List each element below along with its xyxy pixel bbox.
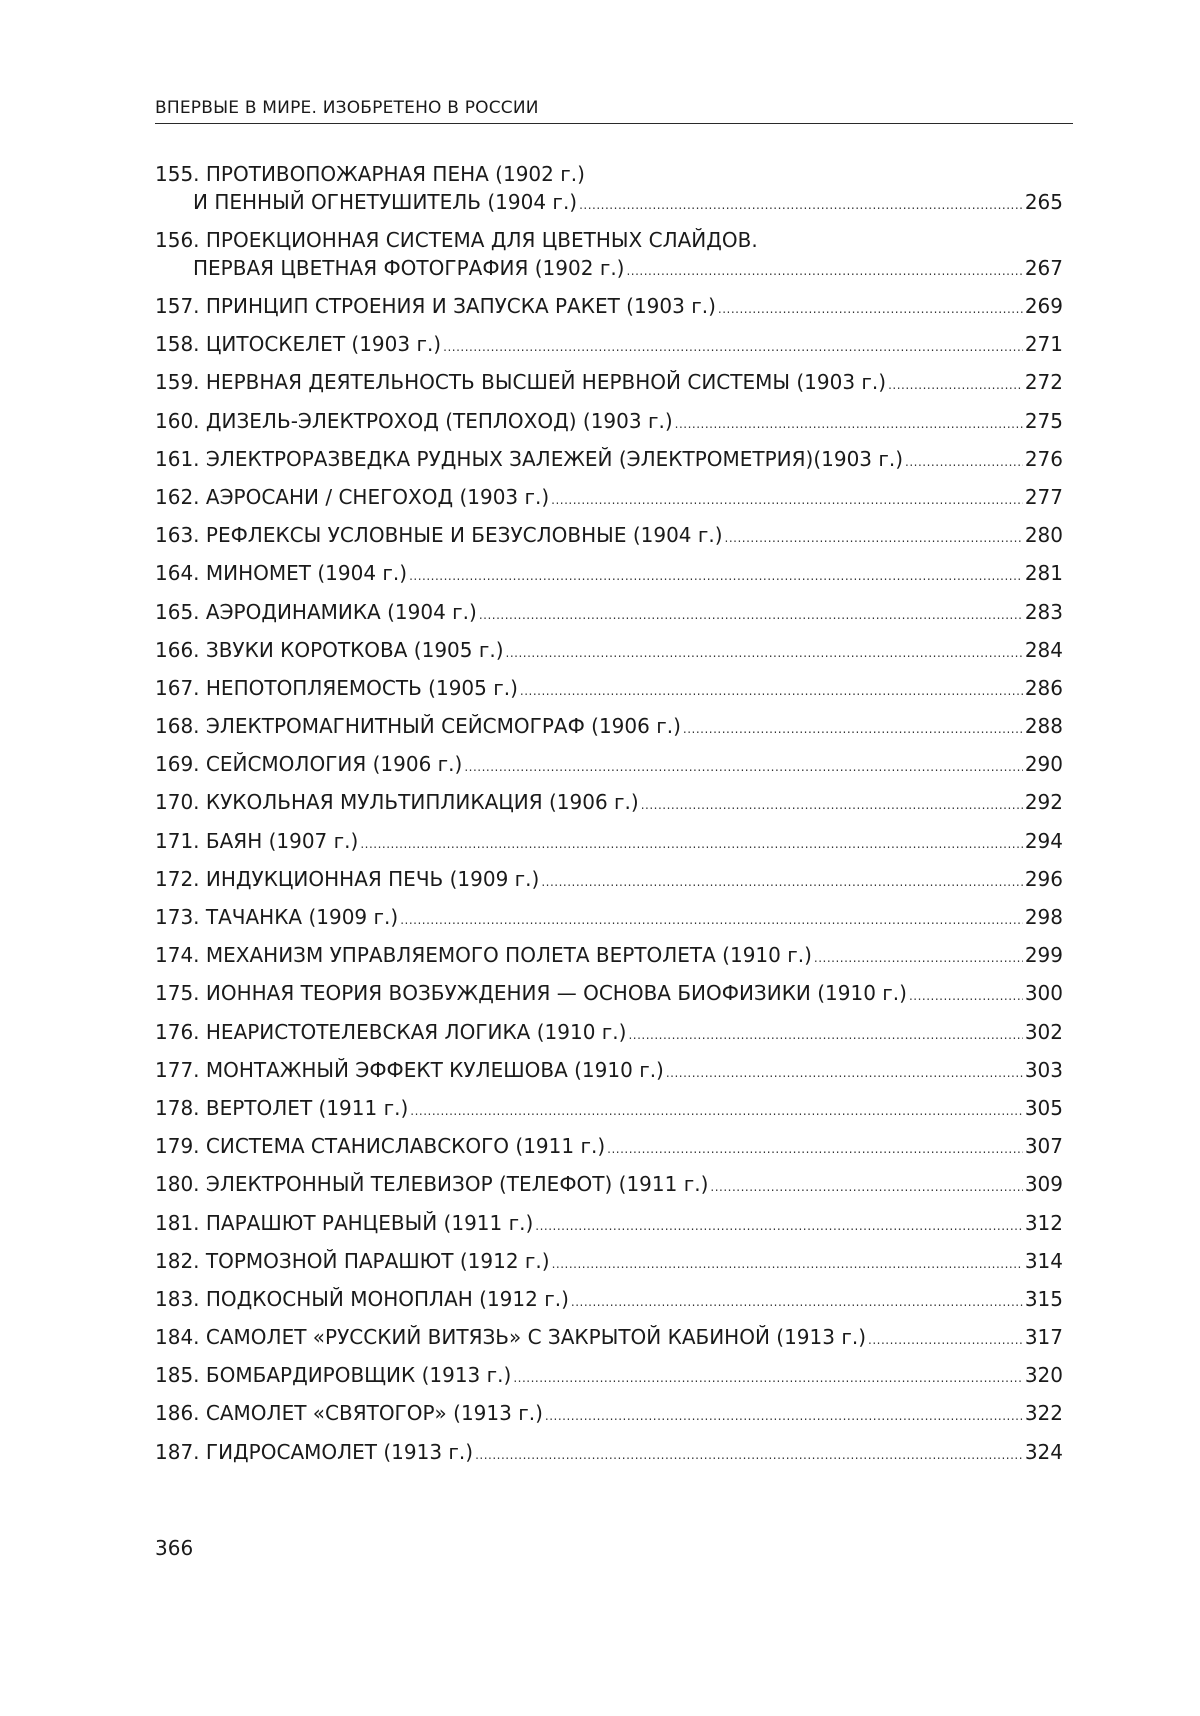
toc-entry-line (155, 598, 1063, 629)
toc-entry-title: 179. СИСТЕМА СТАНИСЛАВСКОГО (1911 г.) (155, 1134, 606, 1159)
toc-entry-title: 168. ЭЛЕКТРОМАГНИТНЫЙ СЕЙСМОГРАФ (1906 г.) (155, 714, 681, 739)
toc-entry-line (155, 330, 1063, 361)
dot-leader (628, 1021, 1022, 1049)
toc-entry-line (155, 1438, 1063, 1469)
dot-leader (520, 677, 1023, 705)
toc-entry-title: 187. ГИДРОСАМОЛЕТ (1913 г.) (155, 1439, 474, 1464)
toc-entry-line (155, 941, 1063, 972)
toc-entry-line (155, 292, 1063, 323)
toc-entry-title: 164. МИНОМЕТ (1904 г.) (155, 561, 408, 586)
toc-entry-page: 299 (1024, 943, 1063, 968)
toc-entry (155, 1094, 1063, 1132)
toc-entry-title-line: 156. ПРОЕКЦИОННАЯ СИСТЕМА ДЛЯ ЦВЕТНЫХ СЛАЙДОВ. (155, 228, 758, 252)
toc-entry-title: 177. МОНТАЖНЫЙ ЭФФЕКТ КУЛЕШОВА (1910 г.) (155, 1057, 664, 1082)
toc-entry (155, 1018, 1063, 1056)
toc-entry (155, 368, 1063, 406)
dot-leader (409, 562, 1023, 590)
toc-entry (155, 521, 1063, 559)
toc-entry-line (155, 1361, 1063, 1392)
toc-entry-title: 173. ТАЧАНКА (1909 г.) (155, 905, 399, 929)
toc-entry-line (155, 1209, 1063, 1240)
toc-entry-line (155, 407, 1063, 438)
toc-entry-title: ПЕРВАЯ ЦВЕТНАЯ ФОТОГРАФИЯ (1902 г.) (193, 256, 625, 280)
toc-entry (155, 1399, 1063, 1437)
dot-leader (626, 257, 1022, 285)
toc-entry-title-line: 155. ПРОТИВОПОЖАРНАЯ ПЕНА (1902 г.) (155, 162, 585, 186)
toc-entry (155, 1209, 1063, 1247)
dot-leader (571, 1288, 1023, 1316)
toc-entry-line (155, 903, 1063, 934)
toc-entry-line (155, 788, 1063, 819)
toc-entry-title: 160. ДИЗЕЛЬ-ЭЛЕКТРОХОД (ТЕПЛОХОД) (1903 г.) (155, 408, 673, 433)
toc-entry-title: 166. ЗВУКИ КОРОТКОВА (1905 г.) (155, 637, 504, 662)
dot-leader (535, 1212, 1023, 1240)
toc-entry (155, 636, 1063, 674)
dot-leader (718, 295, 1023, 323)
dot-leader (513, 1364, 1023, 1392)
toc-entry-line (155, 559, 1063, 590)
running-header: ВПЕРВЫЕ В МИРЕ. ИЗОБРЕТЕНО В РОССИИ (155, 98, 1073, 124)
toc-entry (155, 226, 1063, 292)
toc-entry-page: 288 (1024, 714, 1063, 739)
table-of-contents (155, 160, 1063, 1476)
toc-entry-title: 171. БАЯН (1907 г.) (155, 828, 359, 853)
toc-entry-page: 283 (1024, 599, 1063, 624)
dot-leader (666, 1059, 1023, 1087)
toc-entry-line (155, 1132, 1063, 1163)
toc-entry-title: 182. ТОРМОЗНОЙ ПАРАШЮТ (1912 г.) (155, 1248, 550, 1273)
dot-leader (888, 371, 1023, 399)
toc-entry-title: 176. НЕАРИСТОТЕЛЕВСКАЯ ЛОГИКА (1910 г.) (155, 1019, 627, 1044)
toc-entry-title: 175. ИОННАЯ ТЕОРИЯ ВОЗБУЖДЕНИЯ — ОСНОВА БИОФИЗИКИ (1910 г.) (155, 981, 907, 1006)
toc-entry-line (155, 483, 1063, 514)
toc-entry-page: 303 (1024, 1057, 1063, 1082)
toc-entry-title: 169. СЕЙСМОЛОГИЯ (1906 г.) (155, 752, 463, 777)
toc-entry-title: 158. ЦИТОСКЕЛЕТ (1903 г.) (155, 332, 442, 357)
dot-leader (868, 1326, 1023, 1354)
toc-entry (155, 865, 1063, 903)
toc-entry (155, 941, 1063, 979)
toc-entry-page: 271 (1024, 332, 1063, 357)
toc-entry (155, 407, 1063, 445)
toc-entry (155, 1323, 1063, 1361)
dot-leader (579, 191, 1023, 219)
dot-leader (475, 1441, 1023, 1469)
toc-entry-line (155, 712, 1063, 743)
page-number: 366 (155, 1536, 194, 1560)
toc-entry-line (155, 188, 1063, 219)
toc-entry (155, 559, 1063, 597)
toc-entry-page: 281 (1024, 561, 1063, 586)
toc-entry (155, 160, 1063, 226)
toc-entry-page: 315 (1024, 1286, 1063, 1311)
toc-entry-page: 322 (1024, 1401, 1063, 1426)
dot-leader (400, 906, 1023, 934)
toc-entry (155, 292, 1063, 330)
toc-entry-title: 167. НЕПОТОПЛЯЕМОСТЬ (1905 г.) (155, 675, 518, 700)
toc-entry-line (155, 521, 1063, 552)
dot-leader (479, 601, 1023, 629)
dot-leader (545, 1402, 1023, 1430)
toc-entry-title: 159. НЕРВНАЯ ДЕЯТЕЛЬНОСТЬ ВЫСШЕЙ НЕРВНОЙ СИСТЕМЫ (1903 г.) (155, 370, 887, 395)
dot-leader (710, 1173, 1022, 1201)
toc-entry-title: 180. ЭЛЕКТРОННЫЙ ТЕЛЕВИЗОР (ТЕЛЕФОТ) (1911 г.) (155, 1172, 709, 1197)
toc-entry (155, 483, 1063, 521)
dot-leader (410, 1097, 1023, 1125)
dot-leader (360, 830, 1023, 858)
toc-entry-page: 305 (1024, 1095, 1063, 1120)
toc-entry-title: 161. ЭЛЕКТРОРАЗВЕДКА РУДНЫХ ЗАЛЕЖЕЙ (ЭЛЕКТРОМЕТРИЯ)(1903 г.) (155, 446, 904, 471)
toc-entry-page: 324 (1024, 1439, 1063, 1464)
dot-leader (725, 524, 1023, 552)
toc-entry-line (155, 1056, 1063, 1087)
toc-entry-page: 298 (1024, 905, 1063, 929)
dot-leader (905, 448, 1023, 476)
toc-entry-line (155, 1170, 1063, 1201)
toc-entry-title: 172. ИНДУКЦИОННАЯ ПЕЧЬ (1909 г.) (155, 866, 540, 891)
dot-leader (551, 486, 1023, 514)
toc-entry-title: 183. ПОДКОСНЫЙ МОНОПЛАН (1912 г.) (155, 1286, 569, 1311)
toc-entry-title: 184. САМОЛЕТ «РУССКИЙ ВИТЯЗЬ» С ЗАКРЫТОЙ КАБИНОЙ (1913 г.) (155, 1325, 867, 1350)
toc-entry-line (155, 827, 1063, 858)
toc-entry-line (155, 1018, 1063, 1049)
toc-entry-page: 284 (1024, 637, 1063, 662)
toc-entry-title: 165. АЭРОДИНАМИКА (1904 г.) (155, 599, 477, 624)
toc-entry-line (155, 1247, 1063, 1278)
dot-leader (443, 333, 1023, 361)
toc-entry-line (155, 1094, 1063, 1125)
dot-leader (675, 410, 1023, 438)
toc-entry-page: 294 (1024, 828, 1063, 853)
toc-entry (155, 330, 1063, 368)
toc-entry-page: 312 (1024, 1210, 1063, 1235)
toc-entry (155, 827, 1063, 865)
toc-entry (155, 788, 1063, 826)
dot-leader (506, 639, 1023, 667)
toc-entry (155, 445, 1063, 483)
toc-entry (155, 598, 1063, 636)
toc-entry-line (155, 368, 1063, 399)
toc-entry-title: 178. ВЕРТОЛЕТ (1911 г.) (155, 1095, 409, 1120)
dot-leader (552, 1250, 1023, 1278)
toc-entry (155, 750, 1063, 788)
toc-entry-page: 309 (1024, 1172, 1063, 1197)
toc-entry (155, 712, 1063, 750)
toc-entry-page: 265 (1024, 190, 1063, 214)
toc-entry-line (155, 254, 1063, 285)
toc-entry-page: 269 (1024, 294, 1063, 318)
toc-entry-page: 280 (1024, 523, 1063, 548)
toc-entry (155, 674, 1063, 712)
toc-entry-line (155, 445, 1063, 476)
toc-entry-title: 157. ПРИНЦИП СТРОЕНИЯ И ЗАПУСКА РАКЕТ (1903 г.) (155, 294, 716, 318)
toc-entry-line (155, 1323, 1063, 1354)
toc-entry (155, 1438, 1063, 1476)
toc-entry-page: 267 (1024, 256, 1063, 280)
toc-entry-title: 163. РЕФЛЕКСЫ УСЛОВНЫЕ И БЕЗУСЛОВНЫЕ (1904 г.) (155, 523, 723, 548)
toc-entry-page: 272 (1024, 370, 1063, 395)
toc-entry-page: 302 (1024, 1019, 1063, 1044)
toc-entry (155, 979, 1063, 1017)
toc-entry-page: 320 (1024, 1363, 1063, 1388)
toc-entry-page: 300 (1024, 981, 1063, 1006)
toc-entry-page: 290 (1024, 752, 1063, 777)
toc-entry-title: 185. БОМБАРДИРОВЩИК (1913 г.) (155, 1363, 512, 1388)
dot-leader (683, 715, 1023, 743)
toc-entry-line (155, 1399, 1063, 1430)
toc-entry-page: 277 (1024, 484, 1063, 509)
toc-entry (155, 1285, 1063, 1323)
toc-entry-page: 317 (1024, 1325, 1063, 1350)
toc-entry-line (155, 865, 1063, 896)
toc-entry-page: 296 (1024, 866, 1063, 891)
toc-entry-page: 275 (1024, 408, 1063, 433)
toc-entry-title: 186. САМОЛЕТ «СВЯТОГОР» (1913 г.) (155, 1401, 543, 1426)
toc-entry (155, 1132, 1063, 1170)
toc-entry-line (155, 674, 1063, 705)
toc-entry (155, 1361, 1063, 1399)
toc-entry-page: 307 (1024, 1134, 1063, 1159)
toc-entry (155, 903, 1063, 941)
toc-entry-line (155, 636, 1063, 667)
dot-leader (607, 1135, 1023, 1163)
toc-entry-line (155, 750, 1063, 781)
dot-leader (541, 868, 1022, 896)
toc-entry-page: 314 (1024, 1248, 1063, 1273)
toc-entry-title: 170. КУКОЛЬНАЯ МУЛЬТИПЛИКАЦИЯ (1906 г.) (155, 790, 639, 815)
toc-entry (155, 1170, 1063, 1208)
toc-entry-line (155, 979, 1063, 1010)
toc-entry-title: И ПЕННЫЙ ОГНЕТУШИТЕЛЬ (1904 г.) (193, 190, 578, 214)
toc-entry-line (155, 1285, 1063, 1316)
dot-leader (909, 982, 1023, 1010)
toc-entry-page: 276 (1024, 446, 1063, 471)
toc-entry (155, 1247, 1063, 1285)
toc-entry-title: 181. ПАРАШЮТ РАНЦЕВЫЙ (1911 г.) (155, 1210, 534, 1235)
dot-leader (814, 944, 1023, 972)
dot-leader (464, 753, 1022, 781)
toc-entry-title: 174. МЕХАНИЗМ УПРАВЛЯЕМОГО ПОЛЕТА ВЕРТОЛЕТА (1910 г.) (155, 943, 812, 968)
toc-entry (155, 1056, 1063, 1094)
toc-entry-page: 292 (1024, 790, 1063, 815)
toc-entry-title: 162. АЭРОСАНИ / СНЕГОХОД (1903 г.) (155, 484, 550, 509)
toc-entry-page: 286 (1024, 675, 1063, 700)
dot-leader (641, 791, 1023, 819)
